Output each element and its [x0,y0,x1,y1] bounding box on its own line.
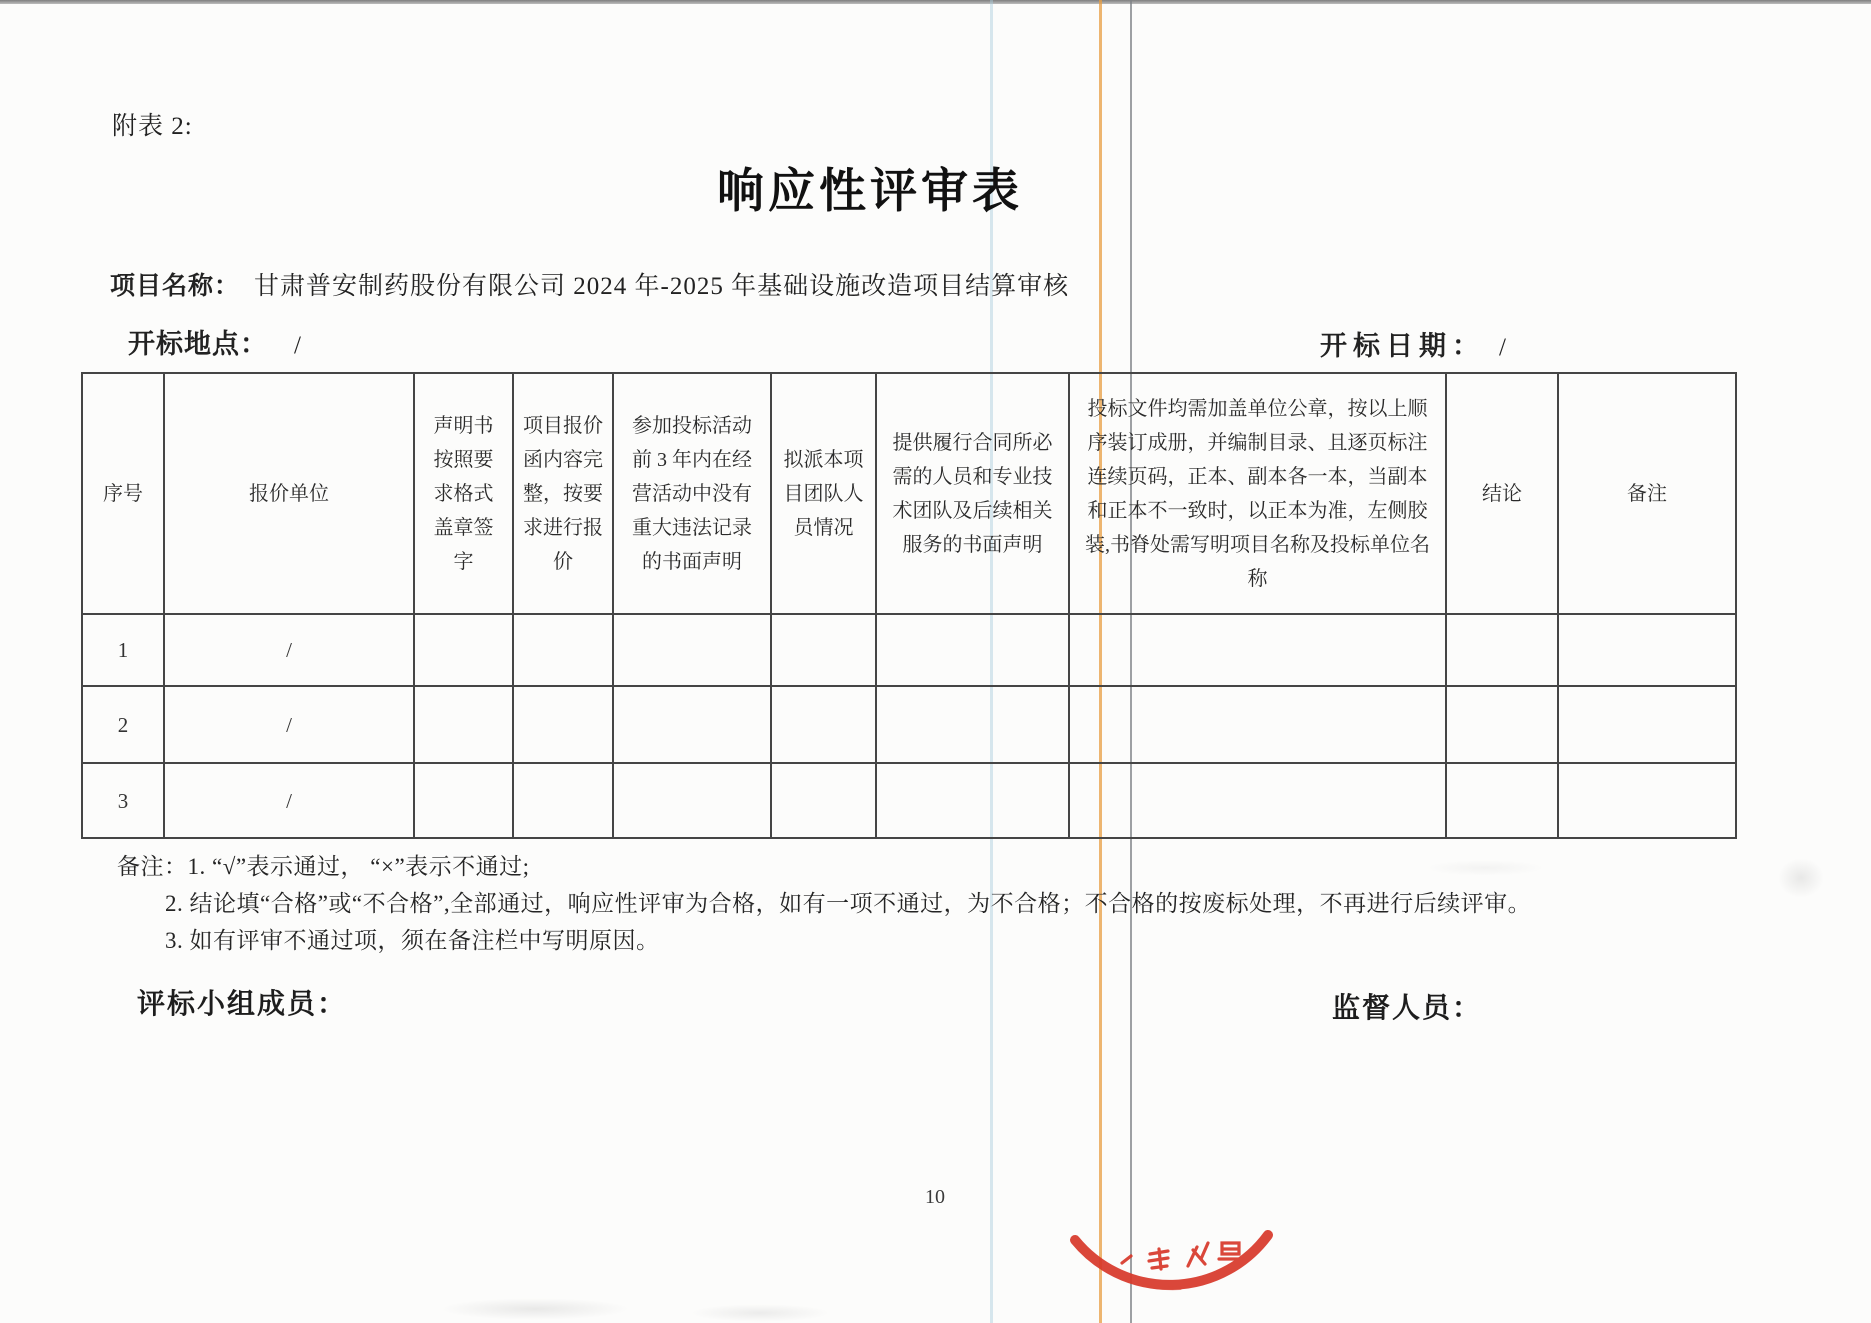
header-quotation-letter: 项目报价函内容完整，按要求进行报价 [513,373,613,614]
table-row [82,686,1736,763]
supervisor-label: 监督人员： [1332,993,1483,1024]
bid-location-value: / [294,332,302,359]
row-cell [1069,686,1446,763]
notes-label: 备注： [117,854,188,879]
row-cell [876,614,1069,686]
project-name-line [110,266,1810,302]
bid-date-line [1320,324,1507,363]
project-name-value: 甘肃普安制药股份有限公司 2024 年-2025 年基础设施改造项目结算审核 [254,273,1070,300]
row-cell [1069,614,1446,686]
row-cell [414,763,513,838]
row-cell [771,614,876,686]
row-cell [1558,763,1736,838]
row-unit: / [164,763,414,838]
row-cell [1446,763,1558,838]
header-conclusion: 结论 [1446,373,1558,614]
row-cell [1069,763,1446,838]
row-cell [1558,614,1736,686]
page-title: 响应性评审表 [717,166,1023,218]
bid-date-label: 开标日期： [1320,331,1485,361]
row-cell [1446,686,1558,763]
row-seq: 3 [82,763,164,838]
row-cell [876,763,1069,838]
row-cell [613,686,771,763]
evaluation-panel-members-label: 评标小组成员： [137,989,348,1020]
scan-smudge [690,1304,830,1322]
header-remarks: 备注 [1558,373,1736,614]
note-line-2: 2. 结论填“合格”或“不合格”,全部通过，响应性评审为合格，如有一项不通过，为不合格；不合格的按废标处理，不再进行后续评审。 [165,891,1532,916]
header-seq: 序号 [82,373,164,614]
row-cell [513,763,613,838]
header-statement-format: 声明书按照要求格式盖章签字 [414,373,513,614]
table-header-row [82,373,1736,614]
row-cell [414,686,513,763]
row-cell [513,686,613,763]
responsiveness-review-table [81,372,1737,839]
row-unit: / [164,614,414,686]
row-cell [876,686,1069,763]
row-cell [771,686,876,763]
header-quoting-unit: 报价单位 [164,373,414,614]
attachment-label: 附表 2: [112,113,193,140]
scan-smudge [440,1298,630,1320]
header-personnel-statement: 提供履行合同所必需的人员和专业技术团队及后续相关服务的书面声明 [876,373,1069,614]
row-cell [1558,686,1736,763]
table-row [82,614,1736,686]
header-binding-requirements: 投标文件均需加盖单位公章，按以上顺序装订成册，并编制目录、且逐页标注连续页码，正本、副本各一本，当副本和正本不一致时，以正本为准，左侧胶装,书脊处需写明项目名称及投标单位名称 [1069,373,1446,614]
note-text-1: 1. “√”表示通过， “×”表示不通过; [187,854,530,879]
note-line-3: 3. 如有评审不通过项，须在备注栏中写明原因。 [165,928,660,953]
row-unit: / [164,686,414,763]
row-seq: 2 [82,686,164,763]
notes-block [117,848,1817,959]
header-no-violation: 参加投标活动前 3 年内在经营活动中没有重大违法记录的书面声明 [613,373,771,614]
table-row [82,763,1736,838]
bid-date-value: / [1499,334,1507,361]
row-cell [1446,614,1558,686]
project-name-label: 项目名称： [110,273,241,300]
row-cell [771,763,876,838]
row-cell [513,614,613,686]
bid-location-line [128,322,302,361]
scan-top-edge [0,0,1871,4]
note-line-1 [117,848,1817,885]
row-cell [613,763,771,838]
header-project-team: 拟派本项目团队人员情况 [771,373,876,614]
bid-location-label: 开标地点： [128,329,268,359]
row-seq: 1 [82,614,164,686]
row-cell [414,614,513,686]
page-number: 10 [925,1186,945,1208]
row-cell [613,614,771,686]
